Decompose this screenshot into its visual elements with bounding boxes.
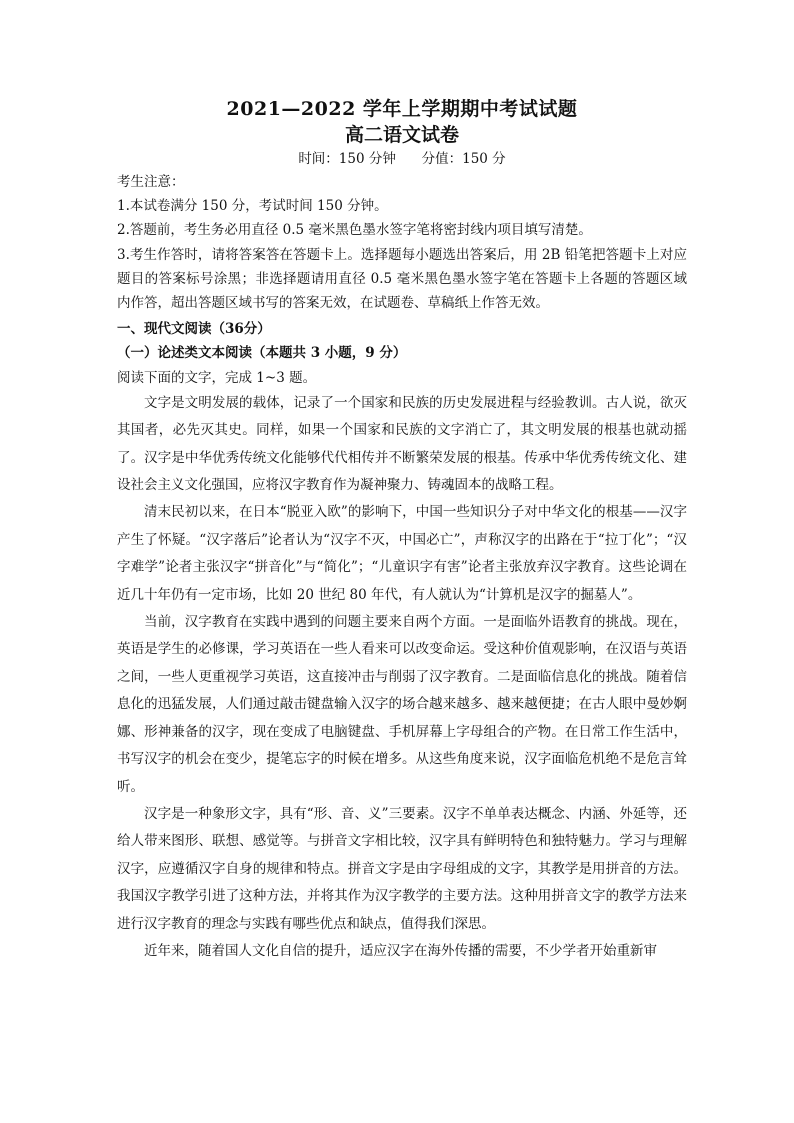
exam-time-score: 时间：150 分钟 分值：150 分	[298, 151, 506, 167]
note-item-3: 3.考生作答时，请将答案答在答题卡上。选择题每小题选出答案后，用 2B 铅笔把答题卡上对应题目的答案标号涂黑；非选择题请用直径 0.5 毫米黑色墨水签字笔在答题卡上各题的答题区域内作答，超出答题区域书写的答案无效，在试题卷、草稿纸上作答无效。	[117, 246, 687, 312]
exam-subtitle: 高二语文试卷	[344, 124, 459, 146]
reading-instruction: 阅读下面的文字，完成 1~3 题。	[117, 369, 317, 386]
exam-page	[117, 96, 687, 965]
exam-title: 2021—2022 学年上学期期中考试试题	[226, 98, 578, 120]
paragraph-4: 汉字是一种象形文字，具有“形、音、义”三要素。汉字不单单表达概念、内涵、外延等，还给人带来图形、联想、感觉等。与拼音文字相比较，汉字具有鲜明特色和独特魅力。学习与理解汉字，应遵循汉字自身的规律和特点。拼音文字是由字母组成的文字，其教学是用拼音的方法。我国汉字教学引进了这种方法，并将其作为汉字教学的主要方法。这种用拼音文字的教学方法来进行汉字教育的理念与实践有哪些优点和缺点，值得我们深思。	[117, 805, 687, 932]
paragraph-1: 文字是文明发展的载体，记录了一个国家和民族的历史发展进程与经验教训。古人说，欲灭其国者，必先灭其史。同样，如果一个国家和民族的文字消亡了，其文明发展的根基也就动摇了。汉字是中华优秀传统文化能够代代相传并不断繁荣发展的根基。传承中华优秀传统文化、建设社会主义文化强国，应将汉字教育作为凝神聚力、铸魂固本的战略工程。	[117, 394, 687, 494]
section-heading: 一、现代文阅读（36分）	[117, 321, 271, 338]
paragraph-5: 近年来，随着国人文化自信的提升，适应汉字在海外传播的需要，不少学者开始重新审	[144, 942, 657, 959]
section-subheading: （一）论述类文本阅读（本题共 3 小题，9 分）	[117, 345, 407, 362]
paragraph-3: 当前，汉字教育在实践中遇到的问题主要来自两个方面。一是面临外语教育的挑战。现在，英语是学生的必修课，学习英语在一些人看来可以改变命运。受这种价值观影响，在汉语与英语之间，一些人更重视学习英语，这直接冲击与削弱了汉字教育。二是面临信息化的挑战。随着信息化的迅猛发展，人们通过敲击键盘输入汉字的场合越来越多、越来越便捷；在古人眼中曼妙婀娜、形神兼备的汉字，现在变成了电脑键盘、手机屏幕上字母组合的产物。在日常工作生活中，书写汉字的机会在变少，提笔忘字的时候在增多。从这些角度来说，汉字面临危机绝不是危言耸听。	[117, 614, 687, 795]
notes-heading: 考生注意：	[117, 174, 185, 190]
paragraph-2: 清末民初以来，在日本“脱亚入欧”的影响下，中国一些知识分子对中华文化的根基——汉字产生了怀疑。“汉字落后”论者认为“汉字不灭，中国必亡”，声称汉字的出路在于“拉丁化”；“汉字难学”论者主张汉字“拼音化”与“简化”；“儿童识字有害”论者主张放弃汉字教育。这些论调在近几十年仍有一定市场，比如 20 世纪 80 年代，有人就认为“计算机是汉字的掘墓人”。	[117, 504, 687, 603]
note-item-1: 1.本试卷满分 150 分，考试时间 150 分钟。	[117, 198, 388, 215]
note-item-2: 2.答题前，考生务必用直径 0.5 毫米黑色墨水签字笔将密封线内项目填写清楚。	[117, 222, 592, 239]
